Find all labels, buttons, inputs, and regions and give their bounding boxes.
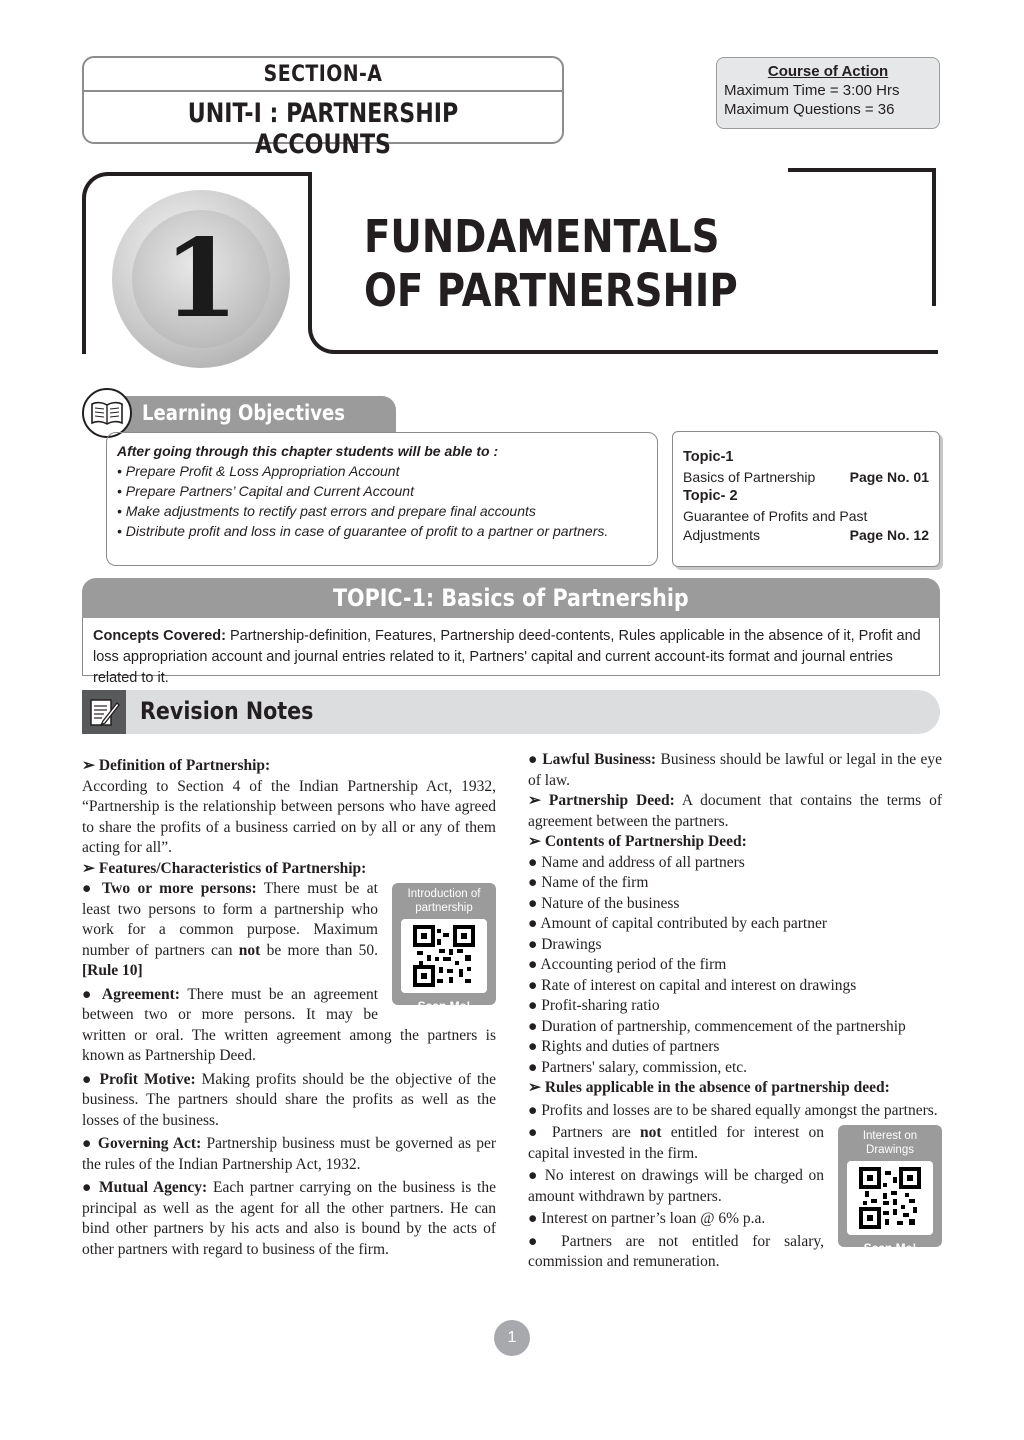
mutual-agency-text: Each partner carrying on the business is the principal as well as the agent for all the other partners. He can bind other partners by his acts and also is bound by the acts of other partners with regard to business of the firm. xyxy=(82,1179,496,1258)
left-column xyxy=(82,756,496,1260)
learning-objectives-heading: Learning Objectives xyxy=(142,401,346,425)
governing-act-heading: ● Governing Act: xyxy=(82,1135,202,1152)
notepad-pencil-icon xyxy=(82,690,126,734)
rule-item: ● Profits and losses are to be shared equally amongst the partners. xyxy=(528,1101,938,1119)
agreement-heading: ● Agreement: xyxy=(82,985,180,1003)
qr-code-icon xyxy=(847,1161,933,1235)
content-item: ● Drawings xyxy=(528,935,602,953)
course-title: Course of Action xyxy=(767,63,889,80)
lawful-business-heading: ● Lawful Business: xyxy=(528,751,657,768)
objective-item: • Distribute profit and loss in case of guarantee of profit to a partner or partners. xyxy=(117,523,609,539)
objective-item: • Make adjustments to rectify past errors and prepare final accounts xyxy=(117,503,536,519)
qr-code-intro[interactable] xyxy=(392,883,496,1013)
qr-code-drawings[interactable] xyxy=(838,1125,942,1255)
topic1-label: Topic-1 xyxy=(683,449,734,465)
rule-item-end: entitled for interest on capital invested in the firm. xyxy=(528,1124,824,1162)
topic2-name-line1: Guarantee of Profits and Past xyxy=(683,507,868,524)
chapter-title-line1: FUNDAMENTALS xyxy=(364,210,720,263)
definition-heading: ➢ Definition of Partnership: xyxy=(82,757,271,774)
content-item: ● Partners' salary, commission, etc. xyxy=(528,1058,748,1076)
rules-heading: ➢ Rules applicable in the absence of partnership deed: xyxy=(528,1079,890,1096)
content-item: ● Duration of partnership, commencement of the partnership xyxy=(528,1017,906,1035)
rule-reference: [Rule 10] xyxy=(82,962,143,979)
book-icon xyxy=(82,388,132,438)
content-item: ● Profit-sharing ratio xyxy=(528,997,660,1014)
contents-heading: ➢ Contents of Partnership Deed: xyxy=(528,833,747,850)
content-item: ● Name and address of all partners xyxy=(528,853,745,871)
two-persons-text-end: be more than 50. xyxy=(260,941,378,959)
features-heading: ➢ Features/Characteristics of Partnership: xyxy=(82,859,367,877)
chapter-number: 1 xyxy=(132,210,270,348)
topic2-name-line2: Adjustments xyxy=(683,527,761,543)
concepts-text: Partnership-definition, Features, Partnership deed-contents, Rules applicable in the absence of it, Profit and loss appropriation account and journal entries related to it, Partners' capital and current account-its format and journal entries related to it. xyxy=(93,628,921,686)
section-header xyxy=(82,56,564,160)
two-persons-heading: ● Two or more persons: xyxy=(82,880,257,897)
governing-act-text: Partnership business must be governed as per the rules of the Indian Partnership Act, 1932. xyxy=(82,1135,496,1173)
chapter-title xyxy=(364,210,738,318)
max-questions: Maximum Questions = 36 xyxy=(724,101,895,118)
topic-title xyxy=(82,584,940,612)
section-title: SECTION-A xyxy=(263,62,383,87)
learning-objectives-box xyxy=(106,432,658,566)
rule-item-start: ● Partners are xyxy=(528,1124,640,1141)
content-item: ● Name of the firm xyxy=(528,874,649,891)
content-item: ● Amount of capital contributed by each partner xyxy=(528,915,828,932)
qr-scan-label: Scan Me! xyxy=(417,999,471,1013)
qr-caption: Introduction of partnership xyxy=(407,888,481,914)
content-item: ● Rate of interest on capital and interest on drawings xyxy=(528,976,857,994)
topic-title-text: TOPIC-1: Basics of Partnership xyxy=(333,584,689,612)
max-time: Maximum Time = 3:00 Hrs xyxy=(724,82,900,99)
topic1-page: Page No. 01 xyxy=(849,468,929,485)
page-number: 1 xyxy=(494,1320,530,1356)
lawful-business-text: Business should be lawful or legal in the eye of law. xyxy=(528,751,942,789)
rule-item: ● Interest on partner’s loan @ 6% p.a. xyxy=(528,1210,766,1227)
content-item: ● Nature of the business xyxy=(528,894,680,912)
topic1-name: Basics of Partnership xyxy=(683,468,816,485)
rule-item: ● Partners are not entitled for salary, commission and remuneration. xyxy=(528,1232,824,1270)
topic-index-box xyxy=(672,431,940,567)
content-item: ● Accounting period of the firm xyxy=(528,956,727,973)
section-divider xyxy=(84,90,562,92)
partnership-deed-heading: ➢ Partnership Deed: xyxy=(528,792,675,809)
partnership-deed-text: A document that contains the terms of agreement between the partners. xyxy=(528,792,942,830)
concepts-covered xyxy=(82,618,940,686)
objectives-lead: After going through this chapter students will be able to : xyxy=(117,443,499,459)
profit-motive-heading: ● Profit Motive: xyxy=(82,1070,196,1088)
profit-motive-text: Making profits should be the objective of the business. The partners should share the profits as well as the losses of the business. xyxy=(82,1070,496,1129)
right-column xyxy=(528,750,942,1273)
rule-item: ● No interest on drawings will be charged on amount withdrawn by partners. xyxy=(528,1167,824,1205)
chapter-title-line2: OF PARTNERSHIP xyxy=(364,264,738,317)
rule-not: not xyxy=(639,1124,662,1141)
two-persons-text: There must be at least two persons to form a partnership who work for a common purpose. Maximum number of partners can xyxy=(82,880,378,959)
objective-item: • Prepare Partners’ Capital and Current Account xyxy=(117,483,414,499)
revision-notes-heading: Revision Notes xyxy=(140,697,314,725)
definition-text: According to Section 4 of the Indian Partnership Act, 1932, “Partnership is the relationship between persons who have agreed to share the profits of a business carried on by all or any of them acting for all”. xyxy=(82,777,496,856)
qr-code-icon xyxy=(401,919,487,993)
agreement-text: There must be an agreement between two or more persons. It may be written or oral. The written agreement among the partners is known as Partnership Deed. xyxy=(82,985,496,1064)
qr-caption: Interest on Drawings xyxy=(862,1130,918,1156)
unit-title: UNIT-I : PARTNERSHIP ACCOUNTS xyxy=(187,98,459,160)
objective-item: • Prepare Profit & Loss Appropriation Account xyxy=(117,463,400,479)
topic2-label: Topic- 2 xyxy=(683,488,738,504)
content-item: ● Rights and duties of partners xyxy=(528,1038,720,1055)
chapter-frame-right xyxy=(788,168,936,306)
topic2-page: Page No. 12 xyxy=(849,527,929,543)
concepts-label: Concepts Covered: xyxy=(93,628,226,644)
course-of-action-box xyxy=(716,57,940,129)
qr-scan-label: Scan Me! xyxy=(863,1241,917,1255)
mutual-agency-heading: ● Mutual Agency: xyxy=(82,1179,208,1196)
two-persons-not: not xyxy=(238,941,261,959)
